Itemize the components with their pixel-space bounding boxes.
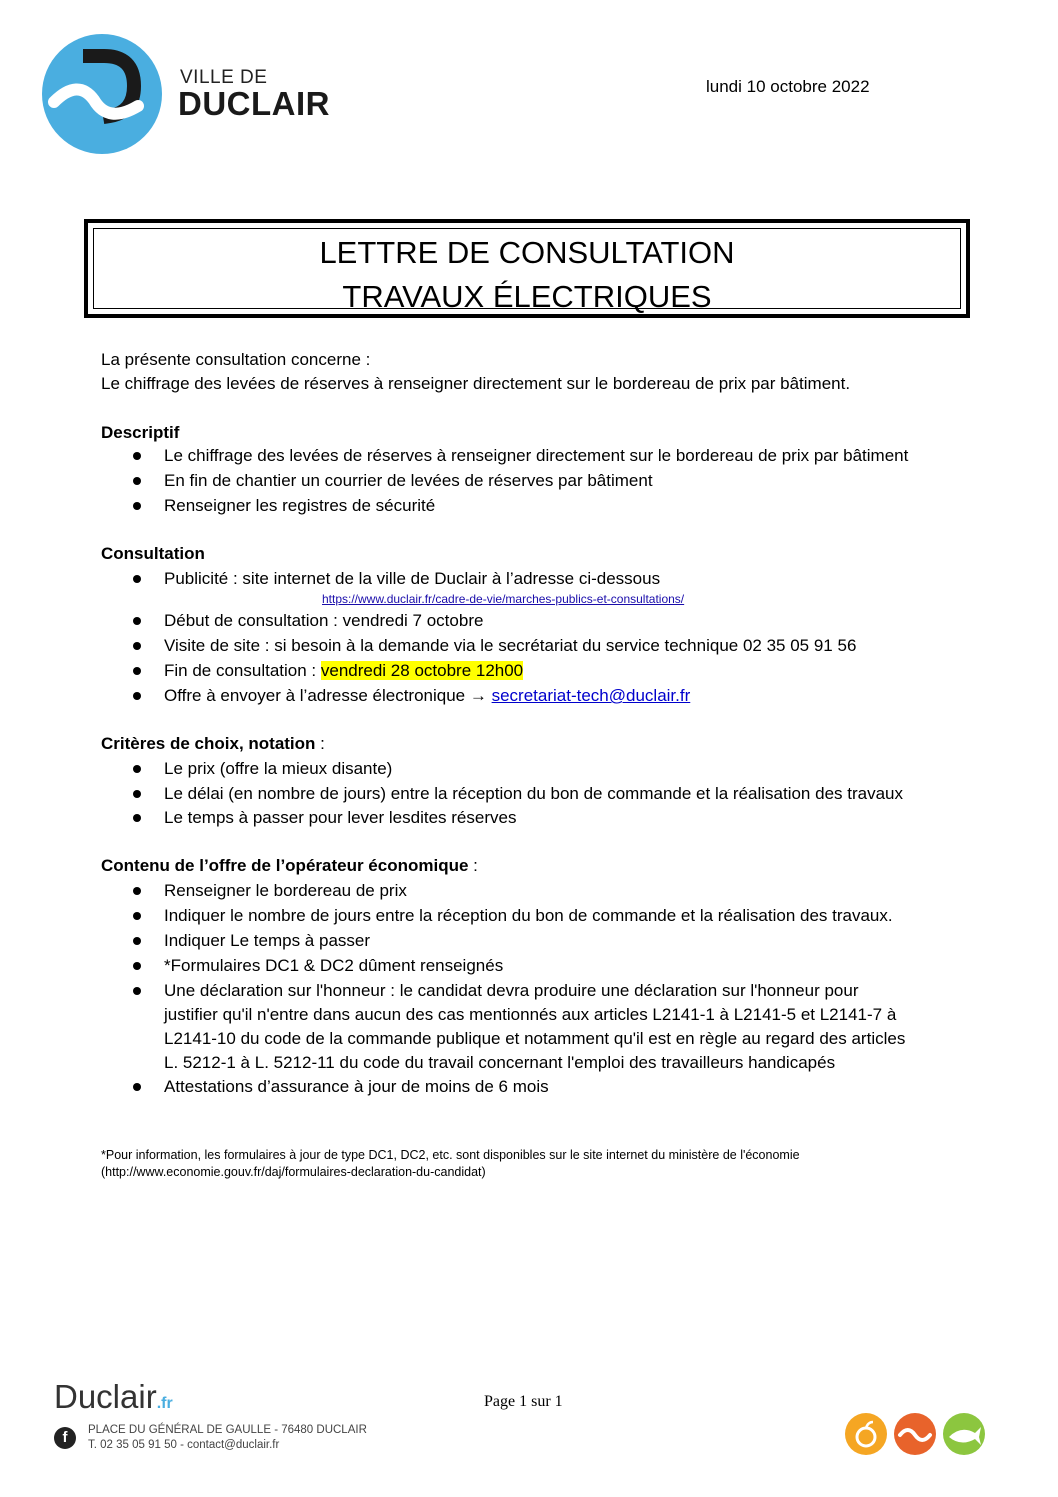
bullet-icon — [133, 692, 141, 700]
bullet-icon — [133, 814, 141, 822]
logo-ville-text: VILLE DE — [180, 67, 268, 88]
contenu-item: Indiquer Le temps à passer — [164, 931, 371, 950]
footnote-line-1: *Pour information, les formulaires à jour de type DC1, DC2, etc. sont disponibles sur le site internet du ministère de l'économie — [101, 1148, 800, 1162]
descriptif-item: En fin de chantier un courrier de levées de réserves par bâtiment — [164, 471, 653, 490]
bullet-icon — [133, 1083, 141, 1091]
bullet-icon — [133, 937, 141, 945]
bullet-icon — [133, 575, 141, 583]
bullet-icon — [133, 452, 141, 460]
consultation-debut: Début de consultation : vendredi 7 octobre — [164, 611, 484, 630]
city-logo-emblem — [42, 34, 162, 154]
footnote-line-2: (http://www.economie.gouv.fr/daj/formulaires-declaration-du-candidat) — [101, 1165, 486, 1179]
criteres-heading: Critères de choix, notation — [101, 734, 316, 753]
criteres-item: Le temps à passer pour lever lesdites réserves — [164, 808, 517, 827]
fish-icon — [943, 1413, 985, 1455]
intro-line-1: La présente consultation concerne : — [101, 350, 371, 369]
offre-label: Offre à envoyer à l’adresse électronique → — [164, 686, 492, 705]
publicite-link[interactable]: https://www.duclair.fr/cadre-de-vie/marches-publics-et-consultations/ — [322, 592, 685, 606]
footer-brand-name: Duclair — [54, 1378, 157, 1415]
declaration-line: L2141-10 du code de la commande publique et notamment qu'il est en règle au regard des articles — [164, 1029, 906, 1048]
descriptif-item: Renseigner les registres de sécurité — [164, 496, 436, 515]
footer-brand — [54, 1378, 173, 1416]
bullet-icon — [133, 617, 141, 625]
descriptif-item: Le chiffrage des levées de réserves à renseigner directement sur le bordereau de prix par bâtiment — [164, 446, 909, 465]
declaration-line: L. 5212-1 à L. 5212-11 du code du travail concernant l'emploi des travailleurs handicapés — [164, 1053, 836, 1072]
declaration-line: justifier qu'il n'entre dans aucun des cas mentionnés aux articles L2141-1 à L2141-5 et L2141-7 à — [164, 1005, 897, 1024]
fin-date-highlight: vendredi 28 octobre 12h00 — [320, 661, 524, 680]
contenu-item: Renseigner le bordereau de prix — [164, 881, 407, 900]
contenu-attestations: Attestations d’assurance à jour de moins de 6 mois — [164, 1077, 549, 1096]
bullet-icon — [133, 765, 141, 773]
footer-address: PLACE DU GÉNÉRAL DE GAULLE - 76480 DUCLAIR — [88, 1424, 367, 1436]
bullet-icon — [133, 912, 141, 920]
fin-label: Fin de consultation : — [164, 661, 321, 680]
contenu-item: Indiquer le nombre de jours entre la réception du bon de commande et la réalisation des travaux. — [164, 906, 893, 925]
title-box — [84, 219, 970, 318]
bullet-icon — [133, 790, 141, 798]
contenu-item: *Formulaires DC1 & DC2 dûment renseignés — [164, 956, 504, 975]
apple-icon — [845, 1413, 887, 1455]
bullet-icon — [133, 477, 141, 485]
logo-duclair-text: DUCLAIR — [178, 85, 330, 122]
title-line-1: LETTRE DE CONSULTATION — [319, 235, 735, 270]
bullet-icon — [133, 987, 141, 995]
bullet-icon — [133, 502, 141, 510]
consultation-visite: Visite de site : si besoin à la demande via le secrétariat du service technique 02 35 05 91 56 — [164, 636, 857, 655]
consultation-offre — [164, 686, 690, 706]
footer-brand-suffix: .fr — [156, 1395, 173, 1412]
facebook-icon[interactable]: f — [54, 1427, 76, 1449]
criteres-item: Le délai (en nombre de jours) entre la réception du bon de commande et la réalisation des travaux — [164, 784, 903, 803]
page-number: Page 1 sur 1 — [484, 1393, 563, 1410]
criteres-heading-row — [101, 734, 325, 754]
offre-email-link[interactable]: secretariat-tech@duclair.fr — [491, 686, 691, 705]
intro-line-2: Le chiffrage des levées de réserves à renseigner directement sur le bordereau de prix par bâtiment. — [101, 374, 851, 393]
consultation-publicite: Publicité : site internet de la ville de Duclair à l’adresse ci-dessous — [164, 569, 661, 588]
contenu-heading: Contenu de l’offre de l’opérateur économique — [101, 856, 469, 875]
consultation-fin — [164, 661, 523, 681]
consultation-heading: Consultation — [101, 544, 205, 563]
river-icon — [894, 1413, 936, 1455]
declaration-line: Une déclaration sur l'honneur : le candidat devra produire une déclaration sur l'honneur pour — [164, 981, 859, 1000]
bullet-icon — [133, 667, 141, 675]
footer-contact: T. 02 35 05 91 50 - contact@duclair.fr — [88, 1439, 280, 1451]
logo-d-icon — [42, 34, 162, 154]
contenu-heading-row — [101, 856, 478, 876]
criteres-item: Le prix (offre la mieux disante) — [164, 759, 393, 778]
descriptif-heading: Descriptif — [101, 423, 180, 442]
bullet-icon — [133, 887, 141, 895]
contenu-colon: : — [468, 856, 478, 875]
bullet-icon — [133, 962, 141, 970]
bullet-icon — [133, 642, 141, 650]
criteres-colon: : — [315, 734, 325, 753]
title-line-2: TRAVAUX ÉLECTRIQUES — [342, 279, 712, 314]
document-date: lundi 10 octobre 2022 — [706, 77, 870, 96]
